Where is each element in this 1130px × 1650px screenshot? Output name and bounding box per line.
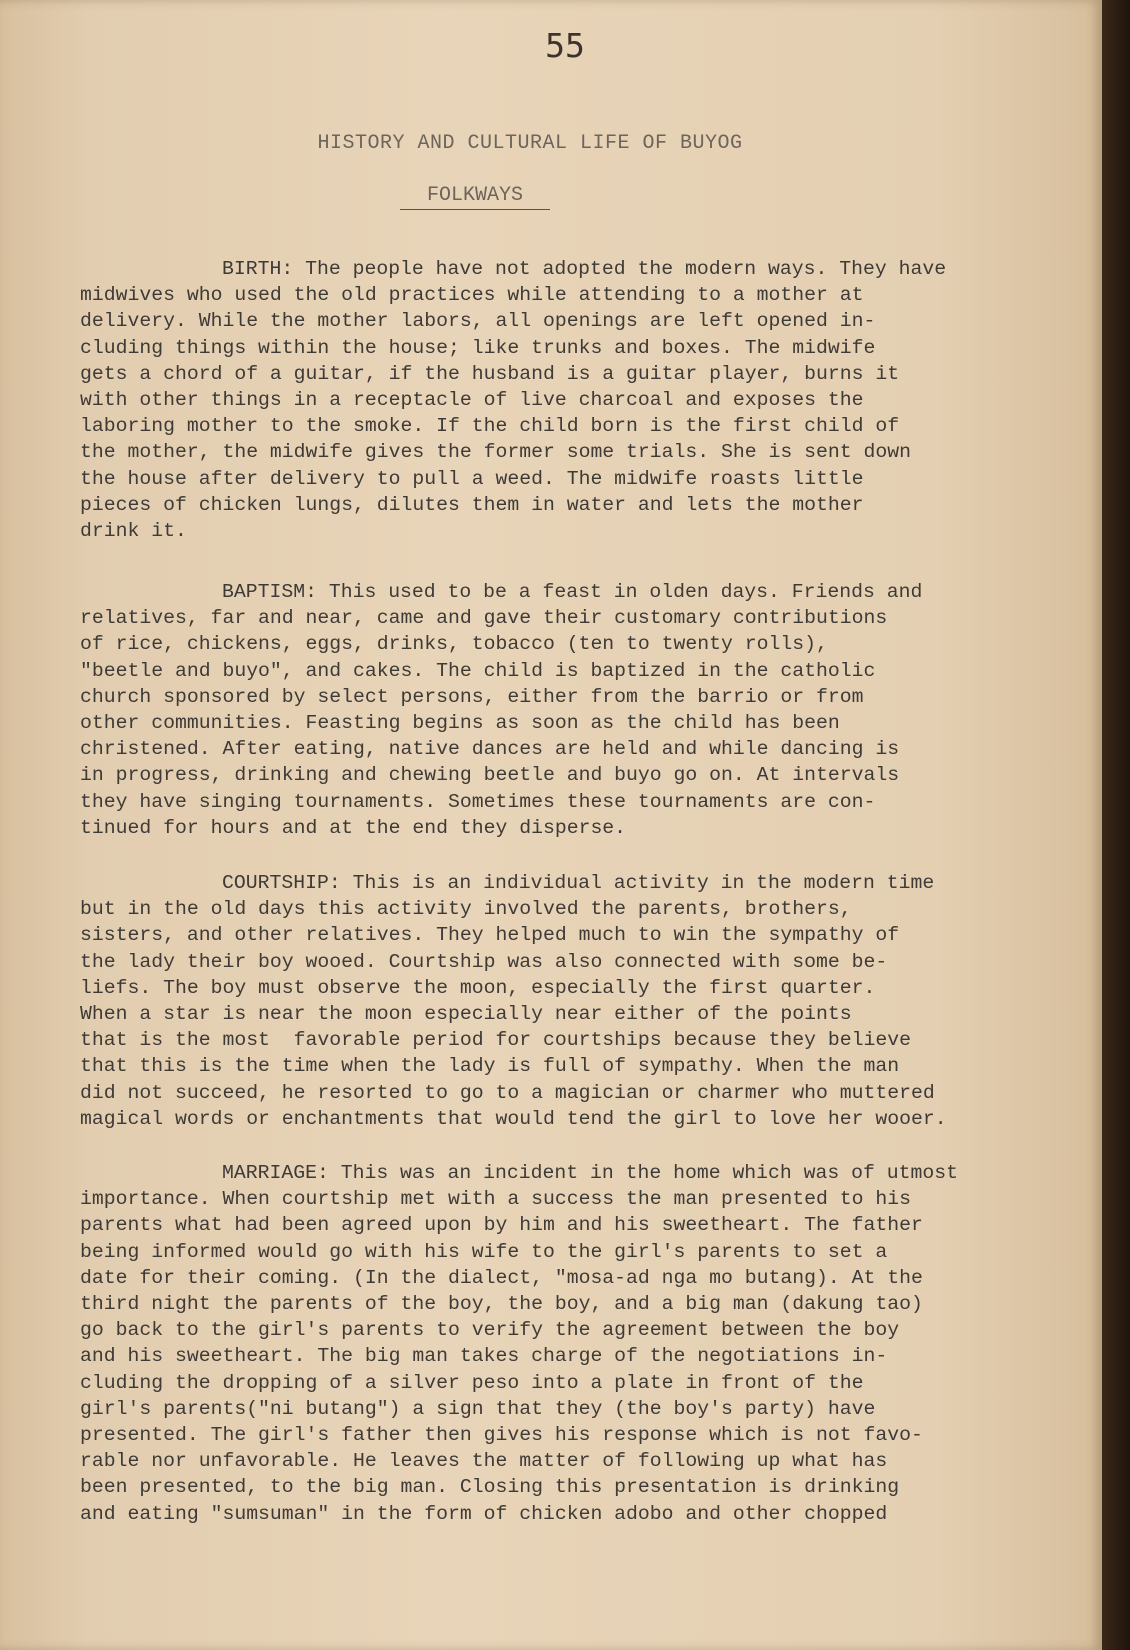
- marriage-line: girl's parents("ni butang") a sign that they (the boy's party) have: [80, 1397, 876, 1420]
- courtship-line: magical words or enchantments that would tend the girl to love her wooer.: [80, 1107, 947, 1130]
- marriage-line: been presented, to the big man. Closing this presentation is drinking: [80, 1476, 900, 1499]
- courtship-line: that this is the time when the lady is full of sympathy. When the man: [80, 1055, 900, 1078]
- courtship-line: sisters, and other relatives. They helped much to win the sympathy of: [80, 924, 900, 947]
- baptism-line: BAPTISM: This used to be a feast in olden days. Friends and: [222, 581, 923, 603]
- marriage-line: presented. The girl's father then gives his response which is not favo-: [80, 1424, 923, 1447]
- courtship-line: liefs. The boy must observe the moon, especially the first quarter.: [80, 976, 876, 999]
- marriage-line: go back to the girl's parents to verify the agreement between the boy: [80, 1319, 900, 1342]
- courtship-line: When a star is near the moon especially near either of the points: [80, 1003, 852, 1026]
- marriage-line: being informed would go with his wife to the girl's parents to set a: [80, 1240, 888, 1263]
- birth-line: with other things in a receptacle of live charcoal and exposes the: [80, 389, 864, 412]
- courtship-line: but in the old days this activity involved the parents, brothers,: [80, 898, 852, 921]
- courtship-line: the lady their boy wooed. Courtship was also connected with some be-: [80, 950, 888, 973]
- birth-line: delivery. While the mother labors, all openings are left opened in-: [80, 310, 876, 333]
- paragraph-baptism: [80, 579, 1020, 841]
- birth-line: the mother, the midwife gives the former some trials. She is sent down: [80, 441, 911, 464]
- birth-line: pieces of chicken lungs, dilutes them in water and lets the mother: [80, 493, 864, 516]
- marriage-line: parents what had been agreed upon by him and his sweetheart. The father: [80, 1214, 923, 1237]
- birth-line: laboring mother to the smoke. If the child born is the first child of: [80, 415, 900, 438]
- marriage-line: cluding the dropping of a silver peso into a plate in front of the: [80, 1371, 864, 1394]
- baptism-line: relatives, far and near, came and gave their customary contributions: [80, 607, 888, 630]
- page-number: 55: [545, 26, 585, 65]
- paragraph-birth: [80, 256, 1020, 544]
- baptism-line: of rice, chickens, eggs, drinks, tobacco (ten to twenty rolls),: [80, 633, 828, 656]
- marriage-line: date for their coming. (In the dialect, "mosa-ad nga mo butang). At the: [80, 1266, 923, 1289]
- courtship-line: COURTSHIP: This is an individual activity in the modern time: [222, 872, 935, 894]
- courtship-line: did not succeed, he resorted to go to a magician or charmer who muttered: [80, 1081, 935, 1104]
- baptism-line: "beetle and buyo", and cakes. The child is baptized in the catholic: [80, 659, 876, 682]
- marriage-line: MARRIAGE: This was an incident in the home which was of utmost: [222, 1162, 958, 1184]
- marriage-line: and his sweetheart. The big man takes charge of the negotiations in-: [80, 1345, 888, 1368]
- marriage-line: and eating "sumsuman" in the form of chicken adobo and other chopped: [80, 1502, 888, 1525]
- paragraph-marriage: [80, 1160, 1020, 1527]
- marriage-line: importance. When courtship met with a success the man presented to his: [80, 1188, 911, 1211]
- section-heading: FOLKWAYS: [400, 184, 550, 210]
- baptism-line: church sponsored by select persons, either from the barrio or from: [80, 685, 864, 708]
- birth-line: drink it.: [80, 520, 187, 543]
- marriage-line: third night the parents of the boy, the boy, and a big man (dakung tao): [80, 1293, 923, 1316]
- baptism-line: they have singing tournaments. Sometimes these tournaments are con-: [80, 790, 876, 813]
- birth-line: the house after delivery to pull a weed. The midwife roasts little: [80, 467, 864, 490]
- birth-line: BIRTH: The people have not adopted the modern ways. They have: [222, 258, 947, 280]
- marriage-line: rable nor unfavorable. He leaves the matter of following up what has: [80, 1450, 888, 1473]
- baptism-line: in progress, drinking and chewing beetle and buyo go on. At intervals: [80, 764, 900, 787]
- baptism-line: christened. After eating, native dances are held and while dancing is: [80, 738, 900, 761]
- baptism-line: other communities. Feasting begins as soon as the child has been: [80, 712, 840, 735]
- document-title: HISTORY AND CULTURAL LIFE OF BUYOG: [317, 132, 743, 155]
- baptism-line: tinued for hours and at the end they disperse.: [80, 816, 627, 839]
- birth-line: gets a chord of a guitar, if the husband is a guitar player, burns it: [80, 362, 900, 385]
- binding-edge: [1102, 0, 1130, 1650]
- birth-line: midwives who used the old practices while attending to a mother at: [80, 284, 864, 307]
- paragraph-courtship: [80, 870, 1020, 1132]
- courtship-line: that is the most favorable period for courtships because they believe: [80, 1029, 911, 1052]
- birth-line: cluding things within the house; like trunks and boxes. The midwife: [80, 336, 876, 359]
